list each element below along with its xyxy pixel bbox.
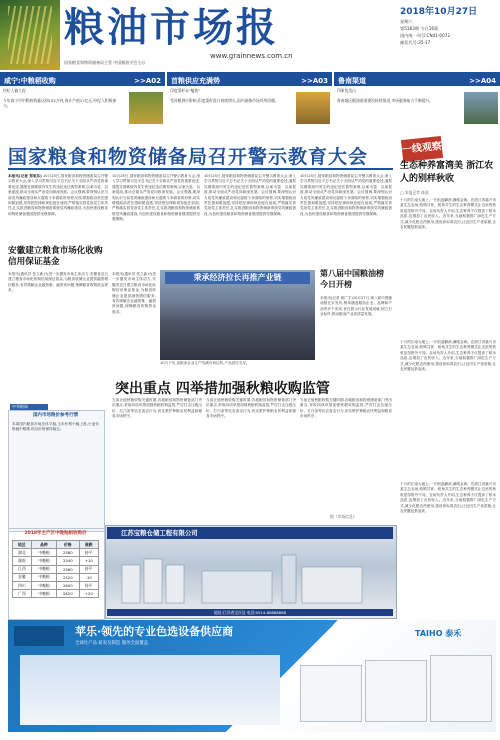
right-column-body: 十月的江南大地上,一片稻浪翻滚,满眼金黄。在浙江省嘉兴市某生态农场,稻鸭共育、稻鱼共生的生态种养模式让这里的秋收显得格外不同。农场负责人介绍,生态种养不仅提高了稻米品质,也增加了农民收入。近年来,当地积极推广绿色生产方式,减少化肥农药使用,建设高标准农田,让良田生产优质粮,让农民腰包鼓起来。 [400,482,496,514]
price-table-title: 2018年主产区中晚籼稻收购价 [24,531,87,536]
photo-caption: 10月下旬,某粮油企业生产线满负荷运转,产品供应充足。 [160,361,250,365]
lead-dateline: 本报讯(记者 郑旭东) [8,174,42,178]
teaser-page-link[interactable]: >>A04 [469,77,496,85]
bottom-ad-subtitle: 全球化产品 研发及制造 服务全面覆盖 [75,641,149,646]
color-sorter-machine [365,660,427,722]
lead-article-col [112,174,200,266]
ad-company-name: 江苏宝粮仓储工程有限公司 [107,527,393,539]
teaser-thumbnail [464,92,498,124]
mid-story-body: 当前正值秋粮收购关键时期,各地粮食和物资储备部门突出重点,采取四项举措加强秋粮收购监管,严厉打击压级压价、打白条等坑农害农行为,切实维护种粮农民利益和粮食市场秩序。 [206,398,296,419]
teaser-item[interactable] [167,72,332,132]
publication-info [400,6,496,46]
teaser-item[interactable] [0,72,165,132]
column-tag: 一线观察 [401,136,443,162]
table-cell: 2520 [57,573,79,581]
table-row [13,557,99,565]
pubinfo-line: 第5183期 今日16版 [400,26,439,31]
ad-logo-icon [14,626,64,646]
teaser-header [334,76,500,86]
silo-illustration [112,545,388,605]
lead-body: 10月25日,国家粮食和物资储备局召开警示教育大会,深入学习贯彻习近平总书记关于全面从严治党的重要论述,通报近期系统内发生的违纪违法典型案例,以案为鉴、以案促改,推动全面从严治党向纵深发展。会议强调,要深刻认识当前党风廉政建设和反腐败斗争面临的形势,切实增强政治责任感和紧迫感,坚持把纪律和规矩挺在前面,严格落实管党治党主体责任,扎实推进粮食和物资储备系统党风廉政建设,为加快建设粮食和物资储备强国提供坚强保障。 [112,174,200,222]
teaser-subtitle: 印度菜籽未"嗑饬" [170,88,201,93]
bottom-ad-title: 苹乐·领先的专业色选设备供应商 [75,625,234,638]
teaser-bar [0,72,500,128]
teaser-page-link[interactable]: >>A02 [134,77,161,85]
mid-story-body: 当前正值秋粮收购关键时期,各地粮食和物资储备部门突出重点,采取四项举措加强秋粮收购监管,严厉打击压级压价、打白条等坑农害农行为,切实维护种粮农民利益和粮食市场秩序。 [300,398,392,419]
table-cell: 中晚籼 [31,549,56,557]
photo-banner: 秉承经济拉长再推产业链 [165,272,310,284]
headline-divider [8,168,393,170]
color-sorter-machine [430,655,492,722]
color-sorter-machine [300,665,362,722]
teaser-subtitle: 经纪人搞大促 [3,88,26,93]
side-story-body: 本报讯(通讯员 张立新)为进一步激发市场主体活力,安徽省近日建立粮食市场化收购信用保证基金,为粮食收储企业提供融资增信服务,有效缓解企业融资难、融资贵问题,保障粮食收购资金需求。 [8,272,108,293]
teaser-thumbnail [129,92,163,124]
teaser-page-link[interactable]: >>A03 [301,77,328,85]
table-cell: 江西 [13,565,32,573]
side-story-body: 本报讯(通讯员 张立新)为进一步激发市场主体活力,安徽省近日建立粮食市场化收购信用保证基金,为粮食收储企业提供融资增信服务,有效缓解企业融资难、融资贵问题,保障粮食收购资金需求。 [112,272,156,314]
lead-article-col [204,174,296,266]
pubinfo-line: 邮发代号:35-17 [400,40,431,45]
lead-article-col [8,174,108,242]
table-cell: 中晚籼 [31,565,56,573]
table-cell: +10 [79,557,99,565]
table-cell: 中晚籼 [31,581,56,589]
lead-body: 10月25日,国家粮食和物资储备局召开警示教育大会,深入学习贯彻习近平总书记关于全面从严治党的重要论述,通报近期系统内发生的违纪违法典型案例,以案为鉴、以案促改,推动全面从严治党向纵深发展。会议强调,要深刻认识当前党风廉政建设和反腐败斗争面临的形势,切实增强政治责任感和紧迫感,坚持把纪律和规矩挺在前面,严格落实管党治党主体责任,扎实推进粮食和物资储备系统党风廉政建设,为加快建设粮食和物资储备强国提供坚强保障。 [204,174,296,216]
price-table-header: 地区 [13,541,32,549]
table-cell: 中晚籼 [31,557,56,565]
masthead-image [0,0,60,70]
table-cell: -10 [79,573,99,581]
issue-date: 2018年10月27日 [400,7,478,17]
table-cell: 广西 [13,590,32,598]
sub-story-headline[interactable]: 第八届中国粮油榜今日开榜 [320,269,384,289]
table-row [13,581,99,589]
table-row [13,549,99,557]
price-table-header: 涨跌 [79,541,99,549]
price-table-header: 价格 [57,541,79,549]
teaser-body: 鲁南地区粮油渠道建设持续推进,市场服务能力不断提升。 [337,97,434,103]
teaser-subtitle: 印象优美山 [337,88,356,93]
table-cell: 中晚籼 [31,573,56,581]
price-table [12,540,99,598]
market-logo: 中华粮网 [10,404,48,410]
mid-story-headline[interactable]: 突出重点 四举措加强秋粮收购监管 [115,381,330,397]
price-table-header-row [13,541,99,549]
right-column-body: 十月的江南大地上,一片稻浪翻滚,满眼金黄。在浙江省嘉兴市某生态农场,稻鸭共育、稻鱼共生的生态种养模式让这里的秋收显得格外不同。农场负责人介绍,生态种养不仅提高了稻米品质,也增加了农民收入。近年来,当地积极推广绿色生产方式,减少化肥农药使用,建设高标准农田,让良田生产优质粮,让农民腰包鼓起来。 [400,198,496,230]
table-row [13,590,99,598]
market-title: 国内市场粮价参考行情 [33,413,78,418]
teaser-item[interactable] [334,72,500,132]
mid-story-source: 据《市场信息》 [330,514,357,519]
table-cell: 安徽 [13,573,32,581]
ad-contact: 地址:江苏省宝应县 电话:0514-88888888 [107,609,393,616]
right-column-body: 十月的江南大地上,一片稻浪翻滚,满眼金黄。在浙江省嘉兴市某生态农场,稻鸭共育、稻鱼共生的生态种养模式让这里的秋收显得格外不同。农场负责人介绍,生态种养不仅提高了稻米品质,也增加了农民收入。近年来,当地积极推广绿色生产方式,减少化肥农药使用,建设高标准农田,让良田生产优质粮,让农民腰包鼓起来。 [400,340,496,372]
main-headline[interactable]: 国家粮食和物资储备局召开警示教育大会 [8,146,369,168]
table-cell: 2620 [57,590,79,598]
teaser-body: 受首粮供应影响,印度菜籽进口持续增长,国内油脂市场有所回暖。 [170,97,279,103]
right-byline: □ 本报记者 陈晨 [400,190,429,195]
teaser-body: 今年咸宁市中稻收购量达到152万吨,预计产值17亿元,经纪人积极参与。 [3,97,117,109]
pubinfo-line: 国内统一刊号:CN41-0072 [400,33,451,38]
website-url[interactable]: www.grainnews.com.cn [210,52,293,60]
lead-body: 10月25日,国家粮食和物资储备局召开警示教育大会,深入学习贯彻习近平总书记关于全面从严治党的重要论述,通报近期系统内发生的违纪违法典型案例,以案为鉴、以案促改,推动全面从严治党向纵深发展。会议强调,要深刻认识当前党风廉政建设和反腐败斗争面临的形势,切实增强政治责任感和紧迫感,坚持把纪律和规矩挺在前面,严格落实管党治党主体责任,扎实推进粮食和物资储备系统党风廉政建设,为加快建设粮食和物资储备强国提供坚强保障。 [300,174,392,216]
teaser-header [0,76,165,86]
table-cell: 2580 [57,549,79,557]
bottom-ad-brand: TAIHO 泰禾 [415,629,462,638]
teaser-title: 咸宁:中粮稻收购 [4,77,56,85]
mid-story-body: 当前正值秋粮收购关键时期,各地粮食和物资储备部门突出重点,采取四项举措加强秋粮收购监管,严厉打击压级压价、打白条等坑农害农行为,切实维护种粮农民利益和粮食市场秩序。 [112,398,202,419]
table-cell: 四川 [13,581,32,589]
sponsor-line: 国家粮食和物资储备局主管 中国粮油学会主办 [64,60,146,65]
table-cell: 持平 [79,565,99,573]
table-cell: 持平 [79,549,99,557]
table-cell: 中晚籼 [31,590,56,598]
sub-story-body: 本报讯(记者 黄广宇)10月27日,第八届中国粮油榜在京发布,榜单涵盖粮油企业、品牌和产品等多个类别,旨在展示行业发展成就,树立行业标杆,推动粮油产业高质量发展。 [320,296,392,317]
table-cell: 2560 [57,565,79,573]
table-cell: +20 [79,590,99,598]
right-headline[interactable]: 生态种养富湾美 浙江农人的别样秋收 [400,161,494,184]
price-table-header: 品种 [31,541,56,549]
table-cell: 2600 [57,581,79,589]
masthead-title: 粮油市场报 [64,4,279,51]
market-body: 本周国内粮食市场总体平稳,玉米价格小幅上涨,小麦价格稳中略涨,稻谷价格保持稳定。 [12,422,99,432]
lead-article-col [300,174,392,266]
teaser-title: 首粮供应充满势 [171,77,220,85]
lead-body: 10月25日,国家粮食和物资储备局召开警示教育大会,深入学习贯彻习近平总书记关于全面从严治党的重要论述,通报近期系统内发生的违纪违法典型案例,以案为鉴、以案促改,推动全面从严治党向纵深发展。会议强调,要深刻认识当前党风廉政建设和反腐败斗争面临的形势,切实增强政治责任感和紧迫感,坚持把纪律和规矩挺在前面,严格落实管党治党主体责任,扎实推进粮食和物资储备系统党风廉政建设,为加快建设粮食和物资储备强国提供坚强保障。 [8,174,108,216]
side-story-headline[interactable]: 安徽建立粮食市场化收购信用保证基金 [8,246,103,267]
table-cell: 湖北 [13,549,32,557]
table-row [13,565,99,573]
factory-image [20,655,280,725]
table-row [13,573,99,581]
pubinfo-line: 星期六 [400,19,413,24]
teaser-thumbnail [296,92,330,124]
teaser-title: 鲁南渠道 [338,77,366,85]
teaser-header [167,76,332,86]
table-cell: 湖南 [13,557,32,565]
table-cell: 持平 [79,581,99,589]
table-cell: 2540 [57,557,79,565]
